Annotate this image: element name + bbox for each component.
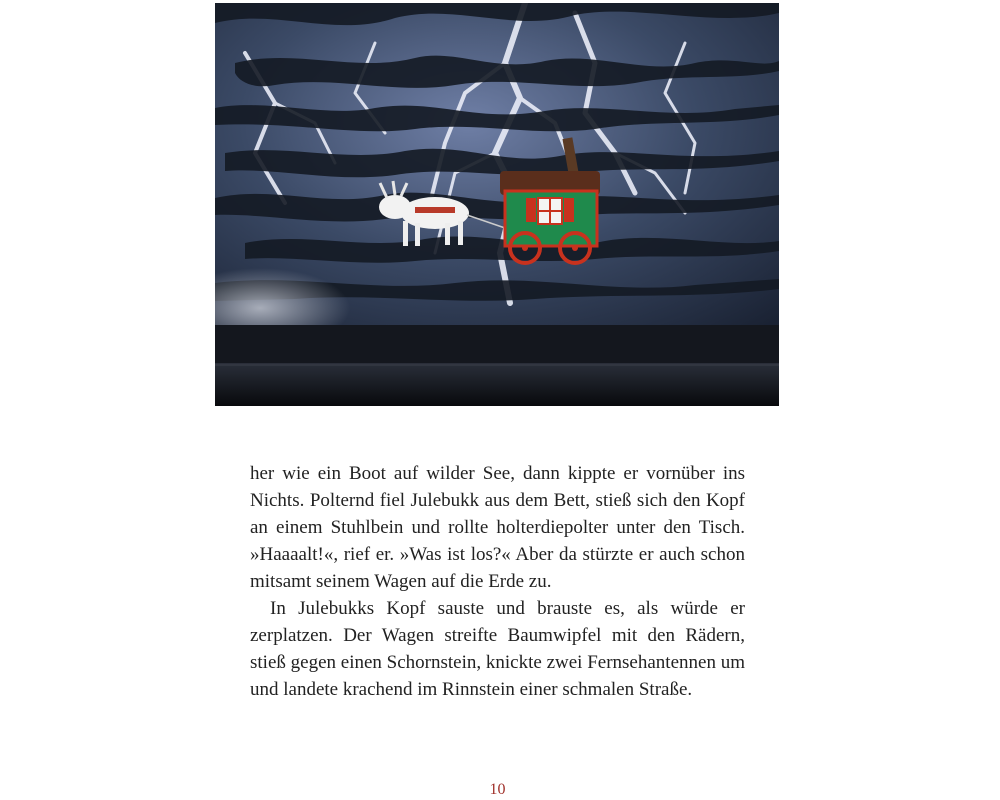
body-text [250,460,745,703]
water [215,363,779,406]
illustration-storm-scene [215,3,779,406]
paragraph-1: her wie ein Boot auf wilder See, dann kippte er vornüber ins Nichts. Polternd fiel Julebukk aus dem Bett, stieß sich den Kopf an einem Stuhlbein und rollte holterdiepolter unter den Tisch. »Haaaalt!«, rief er. »Was ist los?« Aber da stürzte er auch schon mitsamt seinem Wagen auf die Erde zu. [250,463,745,592]
paragraph-2: In Julebukks Kopf sauste und brauste es, als würde er zerplatzen. Der Wagen streifte Baumwipfel mit den Rädern, stieß gegen einen Schornstein, knickte zwei Fernsehantennen um und landete krachend im Rinnstein einer schmalen Straße. [250,598,745,700]
horizon [215,325,779,365]
page-number: 10 [489,781,506,798]
